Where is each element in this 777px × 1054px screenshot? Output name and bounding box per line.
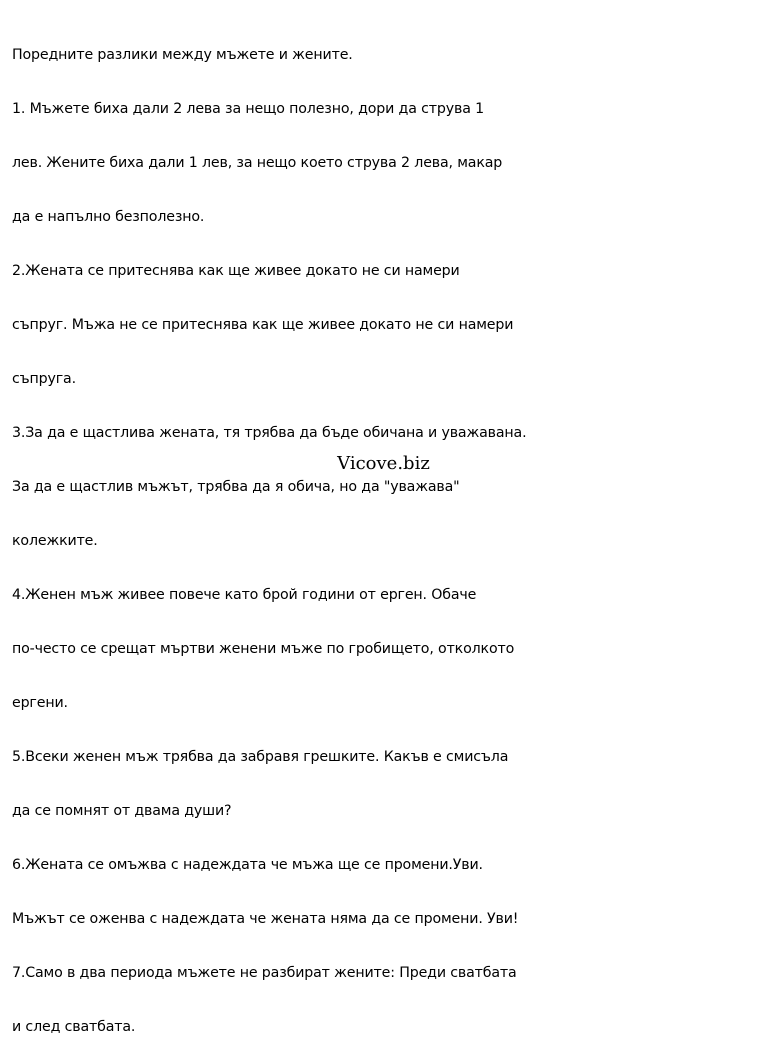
joke-line: 5.Всеки женен мъж трябва да забравя грешките. Какъв е смисъла — [12, 749, 509, 765]
joke-line: 1. Мъжете биха дали 2 лева за нещо полезно, дори да струва 1 — [12, 101, 484, 117]
site-watermark: Vicove.biz — [337, 453, 430, 474]
joke-line: съпруга. — [12, 371, 76, 387]
joke-line: по-често се срещат мъртви женени мъже по гробището, отколкото — [12, 641, 515, 657]
joke-line: За да е щастлив мъжът, трябва да я обича, но да "уважава" — [12, 479, 460, 495]
joke-text — [12, 10, 772, 1054]
joke-line: 3.За да е щастлива жената, тя трябва да бъде обичана и уважавана. — [12, 425, 527, 441]
joke-line: да е напълно безполезно. — [12, 209, 205, 225]
joke-line: съпруг. Мъжа не се притеснява как ще живее докато не си намери — [12, 317, 514, 333]
joke-line: Мъжът се оженва с надеждата че жената няма да се промени. Уви! — [12, 911, 519, 927]
joke-line: ергени. — [12, 695, 68, 711]
joke-line: 7.Само в два периода мъжете не разбират жените: Преди сватбата — [12, 965, 517, 981]
joke-line: лев. Жените биха дали 1 лев, за нещо което струва 2 лева, макар — [12, 155, 503, 171]
joke-title: Поредните разлики между мъжете и жените. — [12, 47, 353, 63]
joke-line: и след сватбата. — [12, 1019, 136, 1035]
joke-line: да се помнят от двама души? — [12, 803, 232, 819]
joke-line: 6.Жената се омъжва с надеждата че мъжа ще се промени.Уви. — [12, 857, 483, 873]
joke-line: 4.Женен мъж живее повече като брой години от ерген. Обаче — [12, 587, 477, 603]
joke-line: колежките. — [12, 533, 98, 549]
joke-line: 2.Жената се притеснява как ще живее докато не си намери — [12, 263, 460, 279]
